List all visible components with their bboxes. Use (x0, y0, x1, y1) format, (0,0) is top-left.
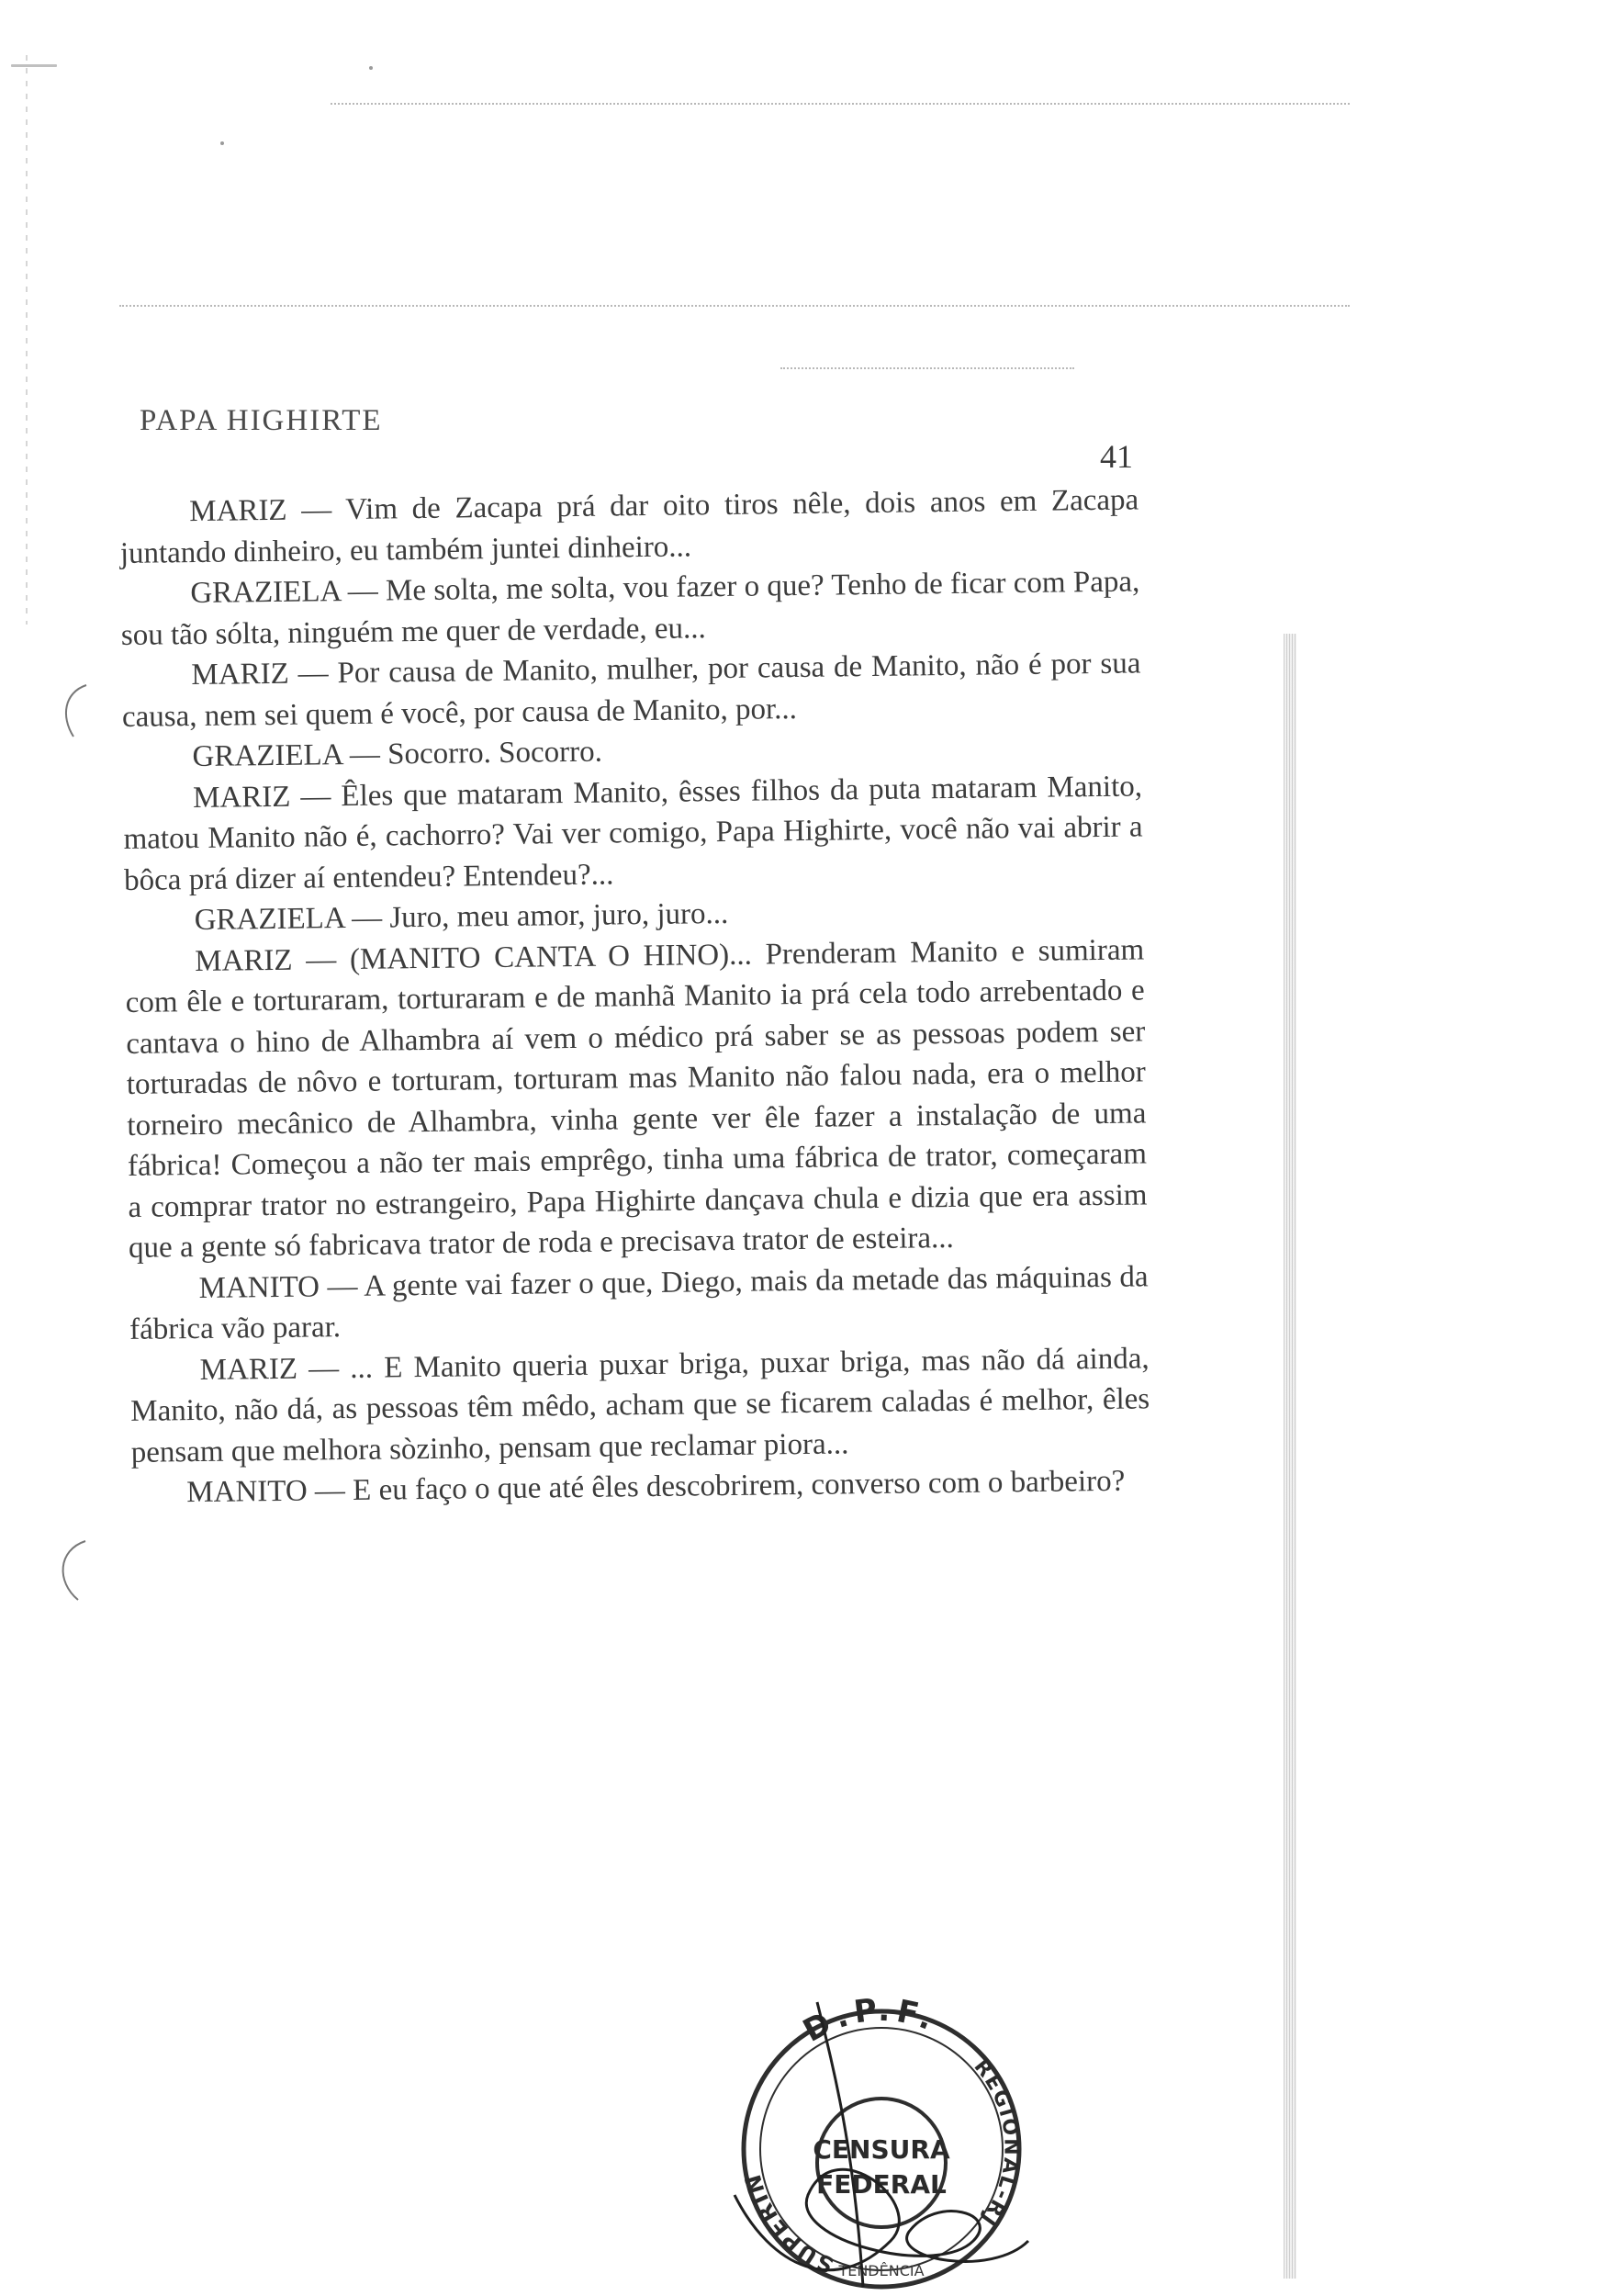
dialogue-paragraph: MARIZ — Por causa de Manito, mulher, por causa de Manito, não é por sua causa, nem sei quem é você, por causa de Manito, por... (121, 647, 1141, 734)
dialogue-paragraph: GRAZIELA — Socorro. Socorro. (192, 735, 603, 774)
handwritten-bracket-mark (50, 1534, 92, 1607)
dialogue-paragraph: MARIZ — ... E Manito queria puxar briga, puxar briga, mas não dá ainda, Manito, não dá, as pessoas têm mêdo, acham que se ficarem caladas é melhor, êles pensam que melhora sòzinho, pensam que reclamar piora... (130, 1341, 1150, 1469)
page-number: 41 (1100, 438, 1133, 475)
scan-edge-left (26, 55, 28, 625)
faint-dotted-line (331, 103, 1350, 105)
stamp-right-arc-text: REGIONAL-RJ (969, 2054, 1023, 2232)
dialogue-paragraph: MANITO — A gente vai fazer o que, Diego, mais da metade das máquinas da fábrica vão parar. (129, 1259, 1149, 1346)
scan-speck (220, 141, 224, 145)
stamp-left-arc-text: SUPERIN (739, 2169, 838, 2279)
faint-dotted-line (119, 305, 1350, 307)
dialogue-paragraph: MANITO — E eu faço o que até êles descobrirem, converso com o barbeiro? (186, 1464, 1126, 1510)
faint-dotted-line (780, 367, 1074, 369)
dialogue-paragraph: GRAZIELA — Me solta, me solta, vou fazer o que? Tenho de ficar com Papa, sou tão sólta, ninguém me quer de verdade, eu... (120, 565, 1140, 652)
dialogue-paragraph: MARIZ — Êles que mataram Manito, êsses filhos da puta mataram Manito, matou Manito não é, cachorro? Vai ver comigo, Papa Highirte, você não vai abrir a bôca prá dizer aí entendeu? Entendeu?... (123, 769, 1143, 897)
handwritten-bracket-mark (55, 680, 92, 744)
dialogue-paragraph: GRAZIELA — Juro, meu amor, juro, juro... (194, 896, 729, 938)
page-body (119, 479, 1151, 1514)
dialogue-paragraph: MARIZ — Vim de Zacapa prá dar oito tiros nêle, dois anos em Zacapa juntando dinheiro, eu também juntei dinheiro... (119, 483, 1139, 570)
scan-edge-right (1284, 634, 1296, 2279)
scan-speck (11, 64, 57, 67)
dialogue-paragraph: MARIZ — (MANITO CANTA O HINO)... Prenderam Manito e sumiram com êle e torturaram, torturaram e de manhã Manito ia prá cela todo arrebentado e cantava o hino de Alhambra aí vem o médico prá saber se as pessoas podem ser torturadas de nôvo e torturam, torturam mas Manito não falou nada, era o melhor torneiro mecânico de Alhambra, vinha gente ver êle fazer a instalação de uma fábrica! Começou a não ter mais emprêgo, tinha uma fábrica de trator, começaram a comprar trator no estrangeiro, Papa Highirte dançava chula e dizia que era assim que a gente só fabricava trator de roda e precisava trator de esteira... (125, 932, 1148, 1265)
scan-speck (369, 66, 373, 70)
running-title: PAPA HIGHIRTE (140, 404, 383, 437)
stamp-center-line-1: CENSURA (813, 2134, 950, 2165)
censorship-stamp (698, 1965, 1065, 2296)
stamp-bottom-arc-text: TENDÊNCIA (838, 2262, 925, 2279)
svg-text:REGIONAL-RJ (970, 2055, 1023, 2231)
svg-text:D.P.F. (797, 1992, 944, 2050)
stamp-center-line-2: FEDERAL (816, 2169, 947, 2200)
stamp-top-text: D.P.F. (797, 1991, 944, 2050)
